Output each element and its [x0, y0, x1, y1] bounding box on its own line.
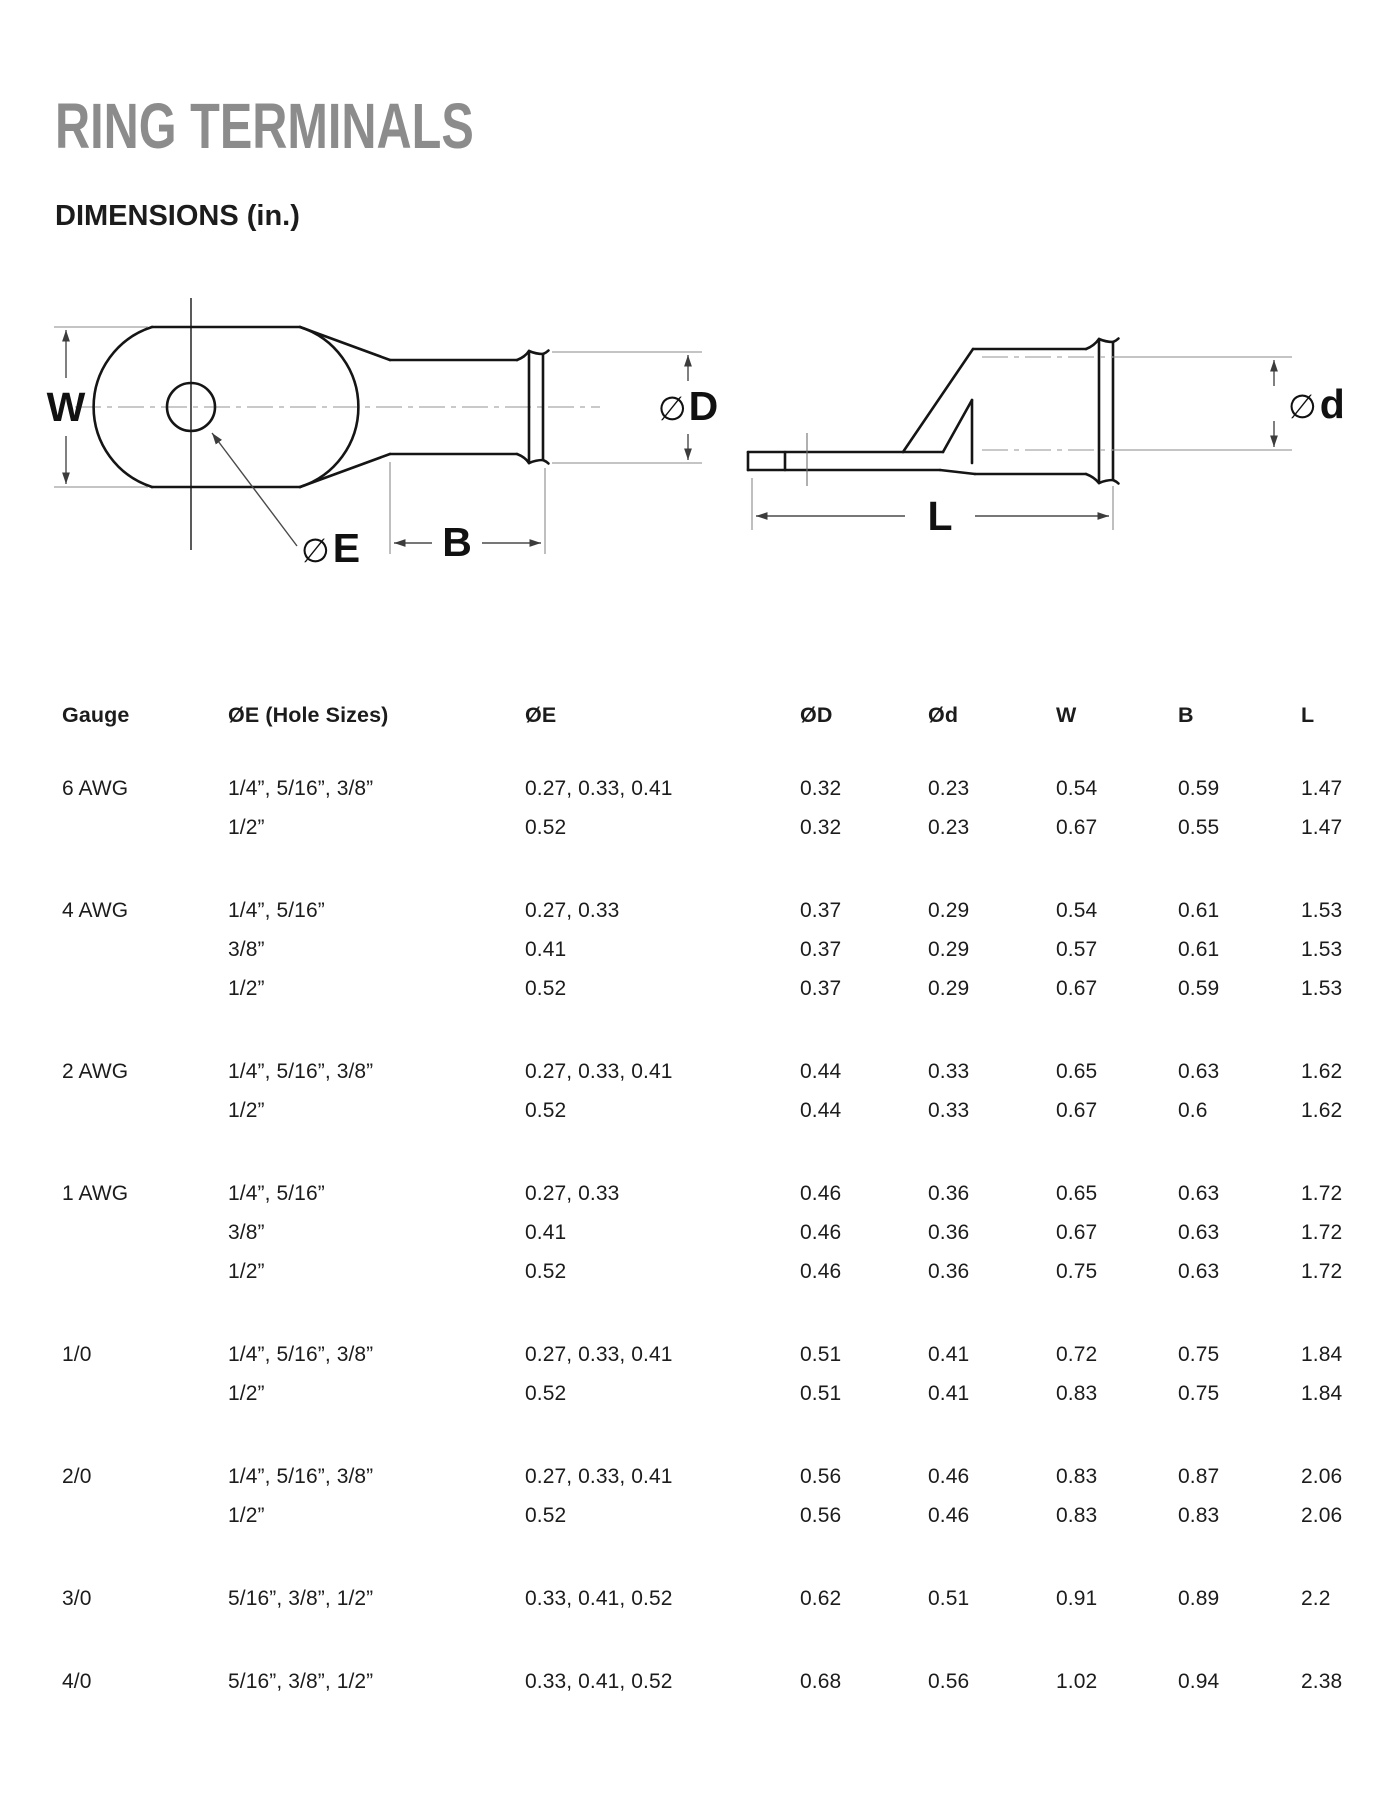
- cell-b: 0.63: [1178, 1259, 1220, 1283]
- cell-holes: 1/4”, 5/16”, 3/8”: [228, 776, 374, 800]
- cell-oe: 0.27, 0.33, 0.41: [525, 1059, 673, 1083]
- cell-l: 1.47: [1301, 815, 1343, 839]
- cell-od: 0.44: [800, 1098, 842, 1122]
- cell-holes: 1/4”, 5/16”: [228, 898, 325, 922]
- cell-oe: 0.41: [525, 1220, 567, 1244]
- cell-odsmall: 0.29: [928, 937, 970, 961]
- cell-holes: 1/2”: [228, 815, 265, 839]
- inner-diameter-dimension: [1113, 357, 1345, 450]
- cell-gauge: 6 AWG: [62, 776, 129, 800]
- cell-od: 0.32: [800, 776, 842, 800]
- cell-odsmall: 0.33: [928, 1098, 970, 1122]
- overall-length-dimension: [752, 478, 1113, 539]
- cell-b: 0.59: [1178, 776, 1220, 800]
- column-header-od-small: Ød: [928, 703, 959, 727]
- cell-w: 0.65: [1056, 1181, 1098, 1205]
- w-label: W: [46, 384, 86, 430]
- dimensions-table: [0, 696, 1400, 1701]
- cell-w: 0.72: [1056, 1342, 1098, 1366]
- cell-odsmall: 0.29: [928, 976, 970, 1000]
- column-header-od: ØD: [800, 703, 833, 727]
- cell-oe: 0.52: [525, 815, 567, 839]
- diameter-symbol: ∅: [301, 531, 330, 570]
- cell-od: 0.37: [800, 976, 842, 1000]
- cell-w: 0.67: [1056, 976, 1098, 1000]
- svg-text:∅E: [301, 525, 360, 571]
- table-row: [0, 1252, 1400, 1291]
- front-view-diagram: [47, 298, 719, 571]
- cell-l: 2.06: [1301, 1503, 1343, 1527]
- diameter-symbol: ∅: [1288, 387, 1317, 426]
- cell-w: 0.91: [1056, 1586, 1098, 1610]
- table-row: [0, 808, 1400, 847]
- cell-od: 0.37: [800, 937, 842, 961]
- cell-l: 1.53: [1301, 976, 1343, 1000]
- cell-b: 0.75: [1178, 1381, 1220, 1405]
- outer-diameter-label: D: [688, 383, 719, 429]
- column-header-b: B: [1178, 703, 1194, 727]
- cell-oe: 0.52: [525, 1098, 567, 1122]
- cell-b: 0.83: [1178, 1503, 1220, 1527]
- column-header-w: W: [1056, 703, 1077, 727]
- cell-w: 0.67: [1056, 1220, 1098, 1244]
- table-row: [0, 1457, 1400, 1496]
- cell-holes: 1/2”: [228, 1259, 265, 1283]
- cell-gauge: 1 AWG: [62, 1181, 129, 1205]
- table-body: [0, 769, 1400, 1701]
- cell-w: 0.67: [1056, 815, 1098, 839]
- cell-b: 0.61: [1178, 937, 1220, 961]
- section-subtitle: DIMENSIONS (in.): [55, 200, 300, 232]
- cell-l: 1.62: [1301, 1059, 1343, 1083]
- cell-b: 0.61: [1178, 898, 1220, 922]
- column-header-gauge: Gauge: [62, 703, 130, 727]
- cell-oe: 0.33, 0.41, 0.52: [525, 1669, 673, 1693]
- cell-oe: 0.27, 0.33, 0.41: [525, 776, 673, 800]
- column-header-l: L: [1301, 703, 1315, 727]
- cell-w: 1.02: [1056, 1669, 1098, 1693]
- column-header-hole-sizes: ØE (Hole Sizes): [228, 703, 389, 727]
- diameter-symbol: ∅: [657, 389, 687, 428]
- cell-b: 0.94: [1178, 1669, 1220, 1693]
- cell-od: 0.62: [800, 1586, 842, 1610]
- cell-oe: 0.52: [525, 1381, 567, 1405]
- cell-b: 0.63: [1178, 1220, 1220, 1244]
- cell-odsmall: 0.46: [928, 1464, 970, 1488]
- inner-diameter-label: d: [1319, 381, 1345, 427]
- cell-w: 0.83: [1056, 1503, 1098, 1527]
- cell-holes: 1/4”, 5/16”: [228, 1181, 325, 1205]
- cell-l: 2.06: [1301, 1464, 1343, 1488]
- cell-b: 0.87: [1178, 1464, 1220, 1488]
- cell-w: 0.75: [1056, 1259, 1098, 1283]
- table-header-row: [0, 696, 1400, 735]
- cell-od: 0.46: [800, 1220, 842, 1244]
- cell-l: 2.38: [1301, 1669, 1343, 1693]
- cell-odsmall: 0.36: [928, 1220, 970, 1244]
- table-row: [0, 1662, 1400, 1701]
- cell-w: 0.65: [1056, 1059, 1098, 1083]
- terminal-dimension-drawings: [0, 250, 1400, 590]
- cell-od: 0.51: [800, 1381, 842, 1405]
- hole-diameter-label: E: [332, 525, 361, 571]
- svg-text:W: [47, 384, 86, 430]
- cell-holes: 1/4”, 5/16”, 3/8”: [228, 1464, 374, 1488]
- cell-odsmall: 0.29: [928, 898, 970, 922]
- cell-b: 0.89: [1178, 1586, 1220, 1610]
- cell-odsmall: 0.23: [928, 776, 970, 800]
- cell-od: 0.44: [800, 1059, 842, 1083]
- cell-oe: 0.52: [525, 1503, 567, 1527]
- cell-w: 0.83: [1056, 1464, 1098, 1488]
- cell-oe: 0.41: [525, 937, 567, 961]
- cell-l: 1.72: [1301, 1220, 1343, 1244]
- cell-gauge: 1/0: [62, 1342, 92, 1366]
- table-row: [0, 969, 1400, 1008]
- cell-l: 1.72: [1301, 1259, 1343, 1283]
- cell-odsmall: 0.41: [928, 1381, 970, 1405]
- cell-w: 0.54: [1056, 898, 1098, 922]
- cell-holes: 1/2”: [228, 1381, 265, 1405]
- cell-od: 0.46: [800, 1259, 842, 1283]
- cell-l: 2.2: [1301, 1586, 1331, 1610]
- side-view-diagram: [748, 339, 1345, 540]
- cell-odsmall: 0.33: [928, 1059, 970, 1083]
- svg-text:∅D: [658, 383, 718, 429]
- outer-diameter-dimension: [552, 352, 718, 463]
- outer-transition: [903, 349, 973, 452]
- cell-b: 0.6: [1178, 1098, 1208, 1122]
- cell-gauge: 2/0: [62, 1464, 92, 1488]
- cell-od: 0.56: [800, 1464, 842, 1488]
- cell-odsmall: 0.46: [928, 1503, 970, 1527]
- cell-b: 0.75: [1178, 1342, 1220, 1366]
- cell-od: 0.56: [800, 1503, 842, 1527]
- table-row: [0, 1496, 1400, 1535]
- cell-gauge: 4/0: [62, 1669, 92, 1693]
- cell-l: 1.47: [1301, 776, 1343, 800]
- cell-l: 1.53: [1301, 937, 1343, 961]
- cell-holes: 1/2”: [228, 1098, 265, 1122]
- cell-odsmall: 0.36: [928, 1259, 970, 1283]
- cell-od: 0.32: [800, 815, 842, 839]
- cell-holes: 3/8”: [228, 1220, 265, 1244]
- cell-l: 1.62: [1301, 1098, 1343, 1122]
- cell-odsmall: 0.51: [928, 1586, 970, 1610]
- cell-oe: 0.27, 0.33, 0.41: [525, 1342, 673, 1366]
- table-row: [0, 769, 1400, 808]
- cell-b: 0.63: [1178, 1059, 1220, 1083]
- column-header-oe: ØE: [525, 703, 557, 727]
- cell-gauge: 3/0: [62, 1586, 92, 1610]
- cell-oe: 0.52: [525, 1259, 567, 1283]
- cell-holes: 1/4”, 5/16”, 3/8”: [228, 1059, 374, 1083]
- table-row: [0, 1579, 1400, 1618]
- barrel-length-dimension: [390, 462, 545, 565]
- cell-odsmall: 0.56: [928, 1669, 970, 1693]
- cell-gauge: 4 AWG: [62, 898, 129, 922]
- cell-holes: 1/2”: [228, 976, 265, 1000]
- cell-od: 0.46: [800, 1181, 842, 1205]
- cell-l: 1.84: [1301, 1381, 1343, 1405]
- cell-od: 0.68: [800, 1669, 842, 1693]
- cell-oe: 0.27, 0.33, 0.41: [525, 1464, 673, 1488]
- page-title: RING TERMINALS: [55, 90, 474, 162]
- cell-od: 0.37: [800, 898, 842, 922]
- cell-holes: 5/16”, 3/8”, 1/2”: [228, 1669, 374, 1693]
- table-row: [0, 1091, 1400, 1130]
- hole-diameter-leader: [212, 433, 360, 571]
- cell-holes: 3/8”: [228, 937, 265, 961]
- cell-od: 0.51: [800, 1342, 842, 1366]
- cell-oe: 0.33, 0.41, 0.52: [525, 1586, 673, 1610]
- cell-holes: 1/4”, 5/16”, 3/8”: [228, 1342, 374, 1366]
- cell-l: 1.84: [1301, 1342, 1343, 1366]
- table-row: [0, 1174, 1400, 1213]
- cell-b: 0.63: [1178, 1181, 1220, 1205]
- cell-gauge: 2 AWG: [62, 1059, 129, 1083]
- table-row: [0, 1374, 1400, 1413]
- inner-transition: [943, 400, 972, 452]
- cell-l: 1.72: [1301, 1181, 1343, 1205]
- svg-text:∅d: [1288, 381, 1345, 427]
- cell-oe: 0.27, 0.33: [525, 1181, 620, 1205]
- cell-holes: 5/16”, 3/8”, 1/2”: [228, 1586, 374, 1610]
- table-row: [0, 891, 1400, 930]
- table-row: [0, 930, 1400, 969]
- table-row: [0, 1052, 1400, 1091]
- cell-oe: 0.52: [525, 976, 567, 1000]
- cell-w: 0.83: [1056, 1381, 1098, 1405]
- cell-b: 0.55: [1178, 815, 1220, 839]
- length-label: L: [927, 493, 953, 539]
- table-row: [0, 1335, 1400, 1374]
- cell-b: 0.59: [1178, 976, 1220, 1000]
- cell-w: 0.57: [1056, 937, 1098, 961]
- cell-holes: 1/2”: [228, 1503, 265, 1527]
- cell-w: 0.54: [1056, 776, 1098, 800]
- cell-oe: 0.27, 0.33: [525, 898, 620, 922]
- cell-l: 1.53: [1301, 898, 1343, 922]
- svg-text:B: [442, 519, 472, 565]
- cell-odsmall: 0.41: [928, 1342, 970, 1366]
- cell-w: 0.67: [1056, 1098, 1098, 1122]
- barrel-label: B: [442, 519, 472, 565]
- svg-text:L: [927, 493, 952, 539]
- cell-odsmall: 0.36: [928, 1181, 970, 1205]
- cell-odsmall: 0.23: [928, 815, 970, 839]
- table-row: [0, 1213, 1400, 1252]
